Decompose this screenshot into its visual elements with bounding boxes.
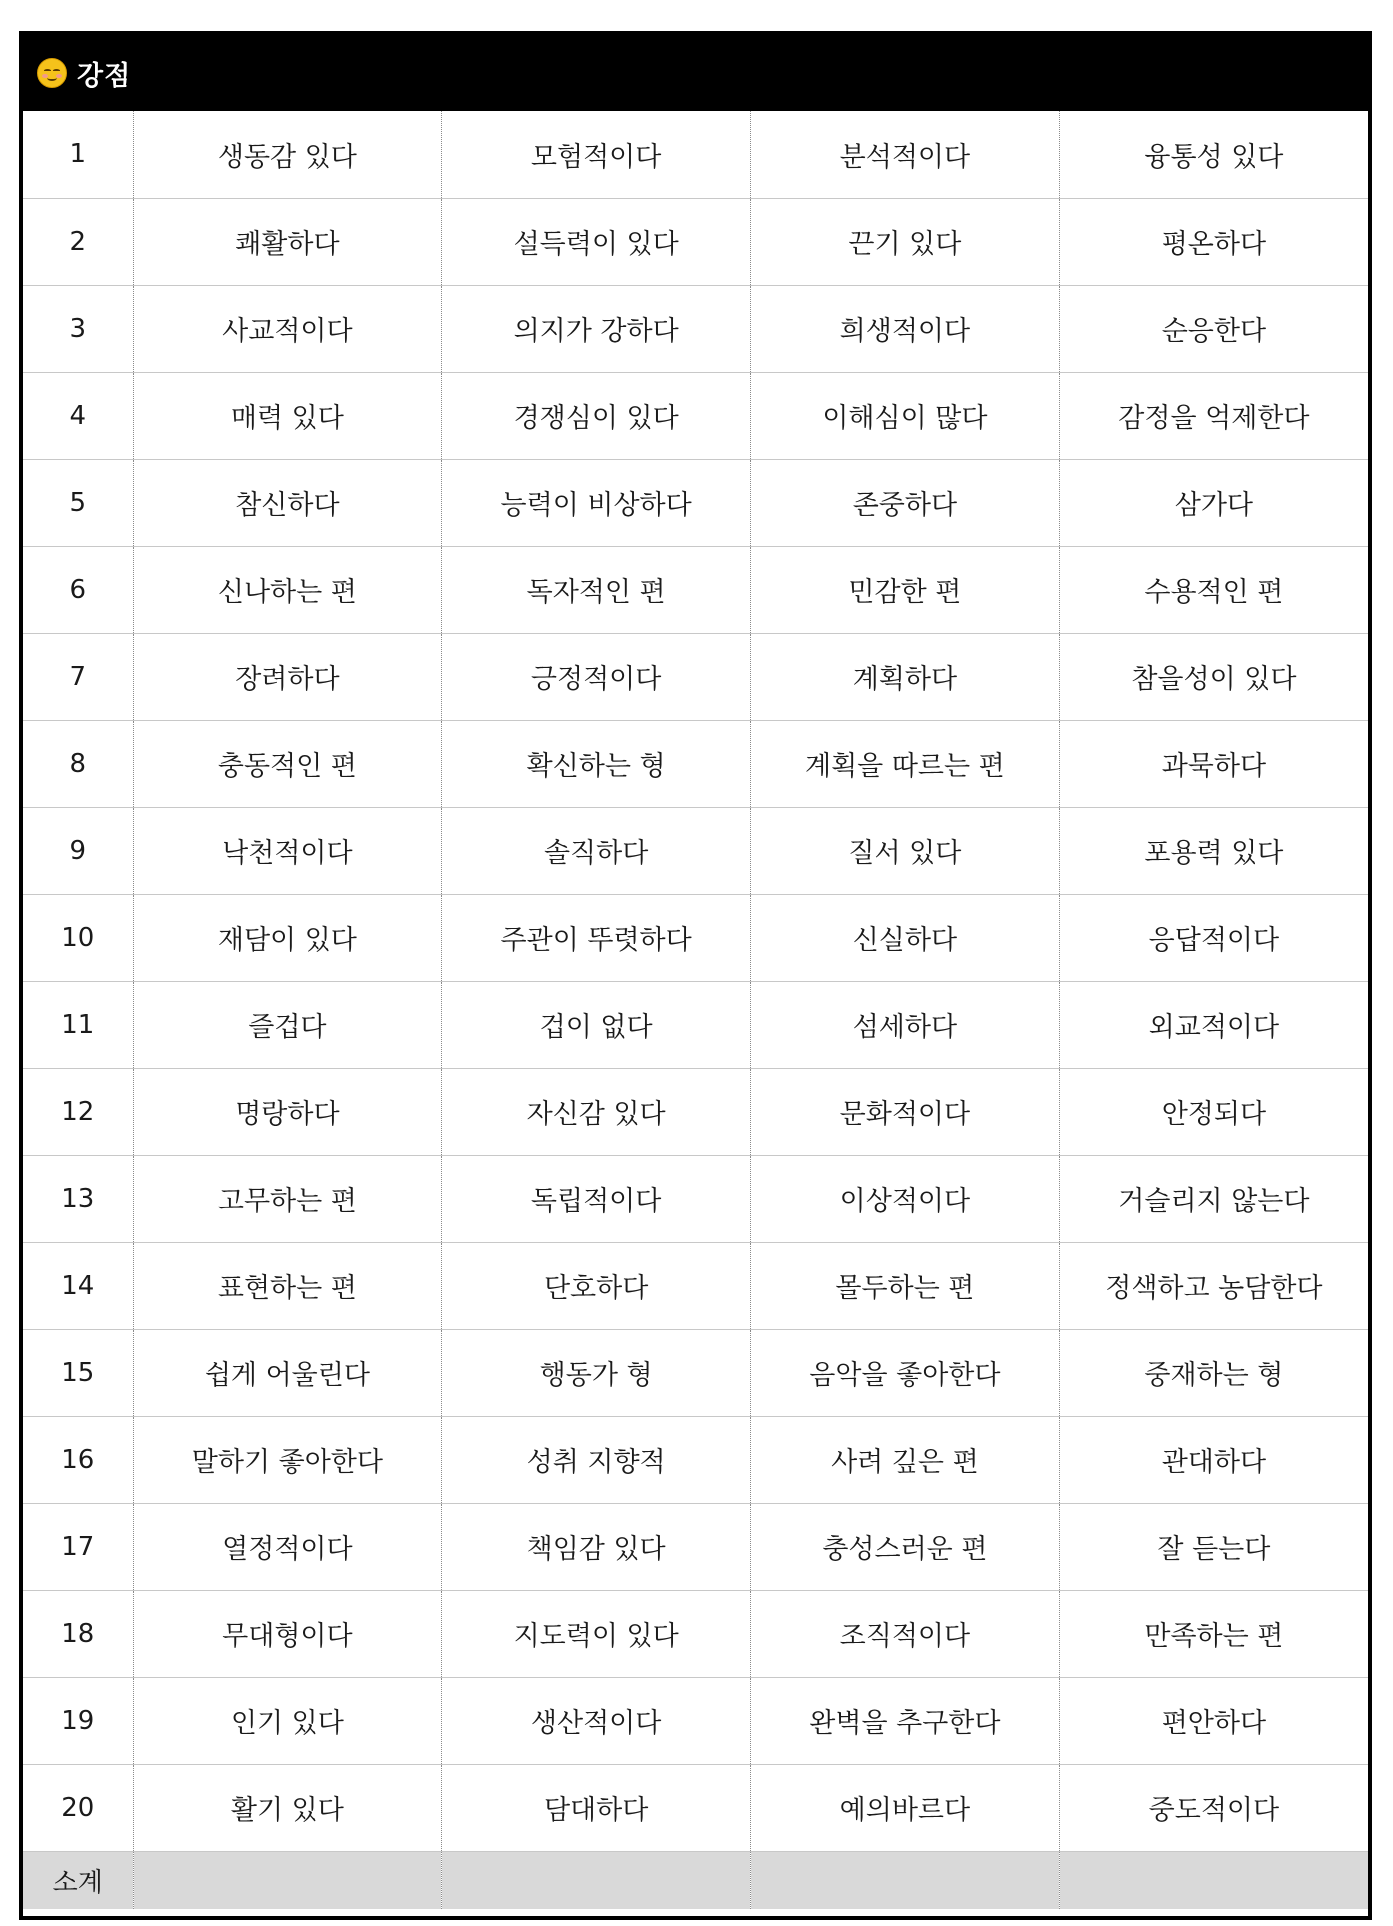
subtotal-cell[interactable] bbox=[442, 1851, 751, 1909]
table-row bbox=[23, 1329, 1368, 1416]
row-number: 1 bbox=[23, 111, 133, 198]
row-number: 4 bbox=[23, 372, 133, 459]
strength-cell: 응답적이다 bbox=[1059, 894, 1368, 981]
strength-cell: 존중하다 bbox=[751, 459, 1060, 546]
table-row bbox=[23, 1416, 1368, 1503]
strength-cell: 열정적이다 bbox=[133, 1503, 442, 1590]
strength-cell: 확신하는 형 bbox=[442, 720, 751, 807]
strength-cell: 과묵하다 bbox=[1059, 720, 1368, 807]
strength-cell: 생산적이다 bbox=[442, 1677, 751, 1764]
strength-cell: 몰두하는 편 bbox=[751, 1242, 1060, 1329]
strength-cell: 낙천적이다 bbox=[133, 807, 442, 894]
strength-cell: 질서 있다 bbox=[751, 807, 1060, 894]
strength-cell: 사려 깊은 편 bbox=[751, 1416, 1060, 1503]
table-row bbox=[23, 1764, 1368, 1851]
strength-cell: 장려하다 bbox=[133, 633, 442, 720]
strength-cell: 섬세하다 bbox=[751, 981, 1060, 1068]
strength-cell: 독립적이다 bbox=[442, 1155, 751, 1242]
strength-cell: 독자적인 편 bbox=[442, 546, 751, 633]
strength-cell: 말하기 좋아한다 bbox=[133, 1416, 442, 1503]
strength-cell: 민감한 편 bbox=[751, 546, 1060, 633]
table-row bbox=[23, 285, 1368, 372]
strength-cell: 의지가 강하다 bbox=[442, 285, 751, 372]
strength-cell: 계획을 따르는 편 bbox=[751, 720, 1060, 807]
strength-cell: 조직적이다 bbox=[751, 1590, 1060, 1677]
subtotal-label: 소계 bbox=[23, 1851, 133, 1909]
strength-cell: 융통성 있다 bbox=[1059, 111, 1368, 198]
row-number: 5 bbox=[23, 459, 133, 546]
strength-cell: 감정을 억제한다 bbox=[1059, 372, 1368, 459]
strength-cell: 지도력이 있다 bbox=[442, 1590, 751, 1677]
strength-cell: 책임감 있다 bbox=[442, 1503, 751, 1590]
strength-cell: 삼가다 bbox=[1059, 459, 1368, 546]
strength-cell: 중도적이다 bbox=[1059, 1764, 1368, 1851]
strength-cell: 거슬리지 않는다 bbox=[1059, 1155, 1368, 1242]
strength-cell: 만족하는 편 bbox=[1059, 1590, 1368, 1677]
strength-cell: 예의바르다 bbox=[751, 1764, 1060, 1851]
strength-cell: 단호하다 bbox=[442, 1242, 751, 1329]
table-row bbox=[23, 1503, 1368, 1590]
strength-cell: 참신하다 bbox=[133, 459, 442, 546]
table-row bbox=[23, 1155, 1368, 1242]
row-number: 15 bbox=[23, 1329, 133, 1416]
row-number: 14 bbox=[23, 1242, 133, 1329]
strength-cell: 신나하는 편 bbox=[133, 546, 442, 633]
smiling-face-icon bbox=[37, 58, 67, 88]
strength-cell: 무대형이다 bbox=[133, 1590, 442, 1677]
row-number: 2 bbox=[23, 198, 133, 285]
row-number: 13 bbox=[23, 1155, 133, 1242]
strength-cell: 외교적이다 bbox=[1059, 981, 1368, 1068]
strength-cell: 쉽게 어울린다 bbox=[133, 1329, 442, 1416]
strength-cell: 설득력이 있다 bbox=[442, 198, 751, 285]
strength-cell: 평온하다 bbox=[1059, 198, 1368, 285]
row-number: 17 bbox=[23, 1503, 133, 1590]
strength-cell: 포용력 있다 bbox=[1059, 807, 1368, 894]
table-row bbox=[23, 981, 1368, 1068]
table-row bbox=[23, 1242, 1368, 1329]
strength-cell: 모험적이다 bbox=[442, 111, 751, 198]
strength-cell: 참을성이 있다 bbox=[1059, 633, 1368, 720]
subtotal-row bbox=[23, 1851, 1368, 1909]
table-row bbox=[23, 459, 1368, 546]
row-number: 18 bbox=[23, 1590, 133, 1677]
table-row bbox=[23, 1677, 1368, 1764]
strength-cell: 계획하다 bbox=[751, 633, 1060, 720]
table-row bbox=[23, 111, 1368, 198]
strength-cell: 표현하는 편 bbox=[133, 1242, 442, 1329]
subtotal-cell[interactable] bbox=[751, 1851, 1060, 1909]
strength-cell: 문화적이다 bbox=[751, 1068, 1060, 1155]
strength-cell: 수용적인 편 bbox=[1059, 546, 1368, 633]
strength-cell: 경쟁심이 있다 bbox=[442, 372, 751, 459]
strengths-table bbox=[23, 111, 1368, 1909]
table-row bbox=[23, 807, 1368, 894]
row-number: 10 bbox=[23, 894, 133, 981]
strength-cell: 중재하는 형 bbox=[1059, 1329, 1368, 1416]
strength-cell: 안정되다 bbox=[1059, 1068, 1368, 1155]
strength-cell: 잘 듣는다 bbox=[1059, 1503, 1368, 1590]
strengths-sheet bbox=[19, 31, 1372, 1920]
row-number: 8 bbox=[23, 720, 133, 807]
strength-cell: 끈기 있다 bbox=[751, 198, 1060, 285]
strength-cell: 정색하고 농담한다 bbox=[1059, 1242, 1368, 1329]
table-row bbox=[23, 633, 1368, 720]
strength-cell: 행동가 형 bbox=[442, 1329, 751, 1416]
strength-cell: 즐겁다 bbox=[133, 981, 442, 1068]
strength-cell: 음악을 좋아한다 bbox=[751, 1329, 1060, 1416]
strength-cell: 신실하다 bbox=[751, 894, 1060, 981]
strength-cell: 이해심이 많다 bbox=[751, 372, 1060, 459]
strength-cell: 관대하다 bbox=[1059, 1416, 1368, 1503]
strength-cell: 담대하다 bbox=[442, 1764, 751, 1851]
subtotal-cell[interactable] bbox=[1059, 1851, 1368, 1909]
strength-cell: 완벽을 추구한다 bbox=[751, 1677, 1060, 1764]
strength-cell: 편안하다 bbox=[1059, 1677, 1368, 1764]
row-number: 11 bbox=[23, 981, 133, 1068]
strength-cell: 자신감 있다 bbox=[442, 1068, 751, 1155]
strengths-table-body bbox=[23, 111, 1368, 1909]
strength-cell: 고무하는 편 bbox=[133, 1155, 442, 1242]
strength-cell: 매력 있다 bbox=[133, 372, 442, 459]
strength-cell: 능력이 비상하다 bbox=[442, 459, 751, 546]
row-number: 19 bbox=[23, 1677, 133, 1764]
table-row bbox=[23, 1590, 1368, 1677]
table-row bbox=[23, 372, 1368, 459]
strength-cell: 겁이 없다 bbox=[442, 981, 751, 1068]
strength-cell: 이상적이다 bbox=[751, 1155, 1060, 1242]
strength-cell: 쾌활하다 bbox=[133, 198, 442, 285]
strength-cell: 주관이 뚜렷하다 bbox=[442, 894, 751, 981]
row-number: 7 bbox=[23, 633, 133, 720]
strength-cell: 충동적인 편 bbox=[133, 720, 442, 807]
strength-cell: 분석적이다 bbox=[751, 111, 1060, 198]
strength-cell: 재담이 있다 bbox=[133, 894, 442, 981]
strength-cell: 솔직하다 bbox=[442, 807, 751, 894]
strength-cell: 순응한다 bbox=[1059, 285, 1368, 372]
strength-cell: 활기 있다 bbox=[133, 1764, 442, 1851]
sheet-title: 강점 bbox=[77, 60, 132, 92]
table-row bbox=[23, 198, 1368, 285]
subtotal-cell[interactable] bbox=[133, 1851, 442, 1909]
row-number: 12 bbox=[23, 1068, 133, 1155]
strength-cell: 성취 지향적 bbox=[442, 1416, 751, 1503]
strength-cell: 사교적이다 bbox=[133, 285, 442, 372]
table-row bbox=[23, 546, 1368, 633]
row-number: 3 bbox=[23, 285, 133, 372]
table-row bbox=[23, 894, 1368, 981]
strength-cell: 인기 있다 bbox=[133, 1677, 442, 1764]
table-row bbox=[23, 720, 1368, 807]
strength-cell: 긍정적이다 bbox=[442, 633, 751, 720]
strength-cell: 생동감 있다 bbox=[133, 111, 442, 198]
row-number: 9 bbox=[23, 807, 133, 894]
strength-cell: 충성스러운 편 bbox=[751, 1503, 1060, 1590]
strength-cell: 명랑하다 bbox=[133, 1068, 442, 1155]
row-number: 20 bbox=[23, 1764, 133, 1851]
sheet-header bbox=[23, 35, 1368, 111]
table-row bbox=[23, 1068, 1368, 1155]
row-number: 16 bbox=[23, 1416, 133, 1503]
row-number: 6 bbox=[23, 546, 133, 633]
strength-cell: 희생적이다 bbox=[751, 285, 1060, 372]
